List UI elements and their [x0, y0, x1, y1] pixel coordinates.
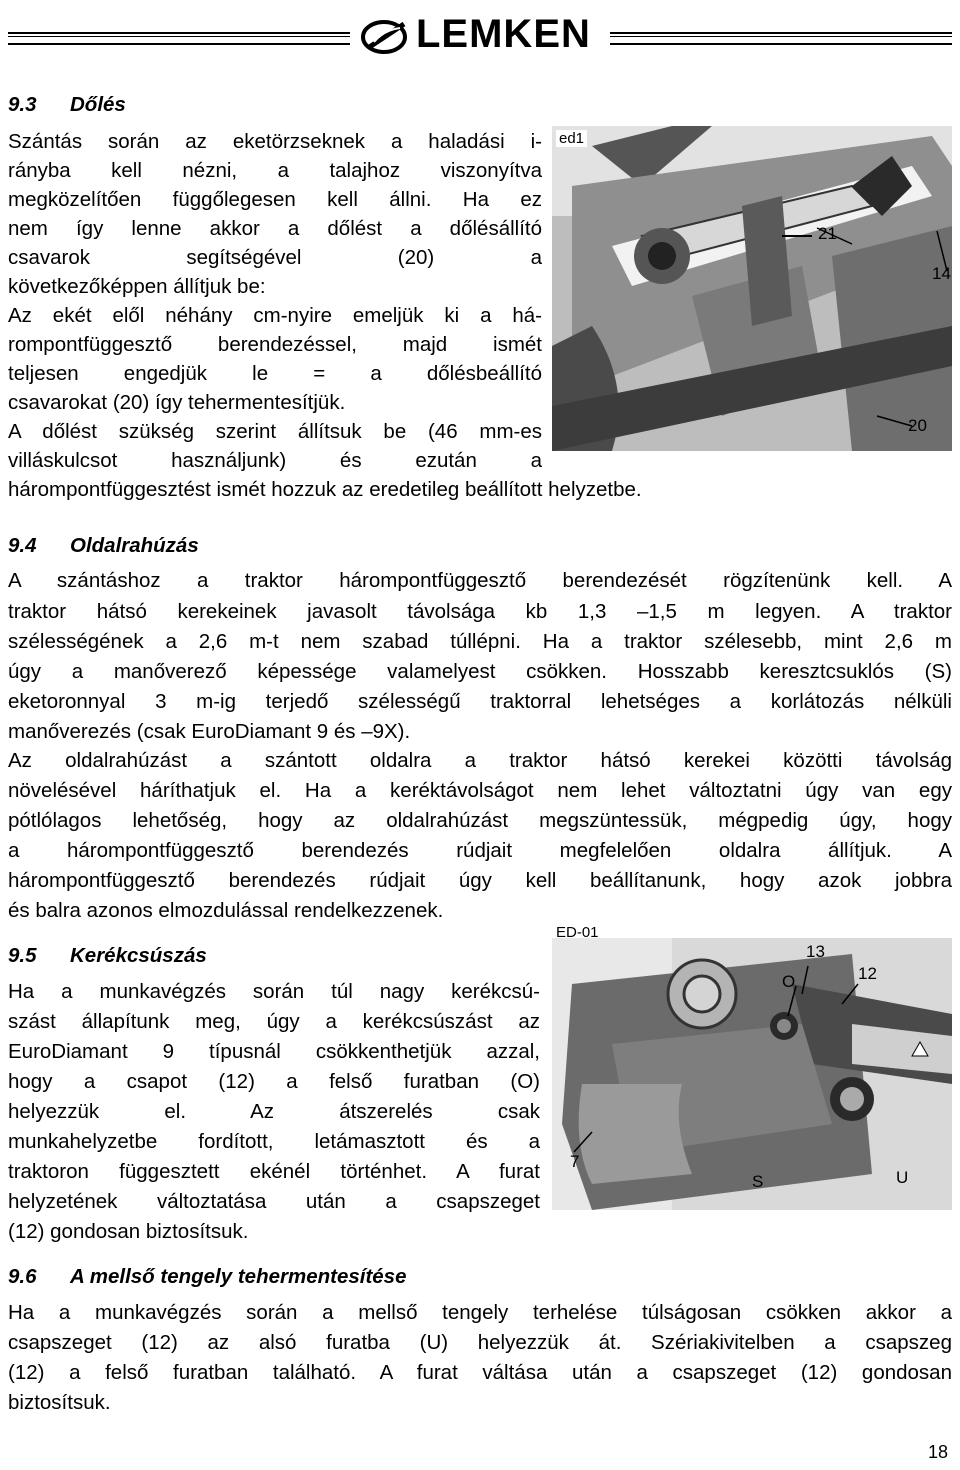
text-line: megközelítően függőlegesen kell állni. Ha ez — [8, 188, 542, 211]
page-number: 18 — [928, 1442, 949, 1462]
callout-7: 7 — [570, 1152, 580, 1171]
text-line: eketoronnyal 3 m-ig terjedő szélességű traktorral lehetséges a korlátozás nélküli — [8, 690, 952, 713]
text-line: Az ekét elől néhány cm-nyire emeljük ki a há- — [8, 304, 542, 327]
text-line: helyezzük el. Az átszerelés csak — [8, 1100, 540, 1123]
text-line: helyzetének változtatása után a csapszeget — [8, 1190, 540, 1213]
text-line: növelésével háríthatjuk el. Ha a keréktávolságot nem lehet változtatni úgy van egy — [8, 779, 952, 802]
lemken-logo-icon — [360, 18, 412, 56]
section-number: 9.6 — [8, 1265, 37, 1288]
text-line: teljesen engedjük le = a dőlésbeállító — [8, 362, 542, 385]
page-header — [0, 10, 960, 66]
text-line: villáskulcsot használjunk) és ezután a — [8, 449, 542, 472]
text-line: nem így lenne akkor a dőlést a dőlésállító — [8, 217, 542, 240]
lemken-logo — [360, 14, 605, 62]
callout-14: 14 — [932, 264, 951, 283]
callout-U: U — [896, 1168, 909, 1187]
text-line: A szántáshoz a traktor hárompontfüggesztő berendezését rögzítenünk kell. A — [8, 569, 952, 592]
section-number: 9.5 — [8, 944, 37, 967]
hitch-illustration — [552, 924, 952, 1210]
text-line: Szántás során az eketörzseknek a haladási i- — [8, 130, 542, 153]
text-line: és balra azonos elmozdulással rendelkezzenek. — [8, 899, 444, 922]
section-number: 9.4 — [8, 534, 37, 557]
text-line: rompontfüggesztő berendezéssel, majd ismét — [8, 333, 542, 356]
section-title: Kerékcsúszás — [70, 944, 207, 967]
text-line: úgy a manőverező képessége valamelyest csökken. Hosszabb keresztcsuklós (S) — [8, 660, 952, 683]
callout-20: 20 — [908, 416, 927, 435]
callout-O: O — [782, 972, 796, 991]
text-line: Ha a munkavégzés során a mellső tengely terhelése túlságosan csökken akkor a — [8, 1301, 952, 1324]
figure-plough-tilt-photo — [552, 126, 952, 451]
text-line: Ha a munkavégzés során túl nagy kerékcsú- — [8, 980, 540, 1003]
text-line: (12) a felső furatban található. A furat váltása után a csapszeget (12) gondosan — [8, 1361, 952, 1384]
header-rule-left — [8, 32, 350, 45]
figure-label: ED-01 — [556, 924, 599, 941]
text-line: biztosítsuk. — [8, 1391, 111, 1414]
text-line: traktoron függesztett ekénél történhet. A furat — [8, 1160, 540, 1183]
header-rule-right — [610, 32, 952, 45]
text-line: munkahelyzetbe fordított, letámasztott és a — [8, 1130, 540, 1153]
text-line: következőképpen állítjuk be: — [8, 275, 266, 298]
text-line: Az oldalrahúzást a szántott oldalra a traktor hátsó kerekei közötti távolság — [8, 749, 952, 772]
figure-hitch-photo — [552, 924, 952, 1210]
text-line: a hárompontfüggesztő berendezés rúdjait megfelelően oldalra állítjuk. A — [8, 839, 952, 862]
text-line: manőverezés (csak EuroDiamant 9 és –9X). — [8, 720, 411, 743]
text-line: rányba kell nézni, a talajhoz viszonyítva — [8, 159, 542, 182]
section-heading-9-6 — [8, 1265, 406, 1289]
text-line: csavarok segítségével (20) a — [8, 246, 542, 269]
callout-13: 13 — [806, 942, 825, 961]
text-line: csavarokat (20) így tehermentesítjük. — [8, 391, 346, 414]
section-heading-9-5 — [8, 944, 207, 968]
text-line: hárompontfüggesztést ismét hozzuk az eredetileg beállított helyzetbe. — [8, 478, 642, 501]
text-line: A dőlést szükség szerint állítsuk be (46 mm-es — [8, 420, 542, 443]
callout-21: 21 — [818, 224, 837, 243]
text-line: hárompontfüggesztő berendezés rúdjait úgy kell beállítanunk, hogy azok jobbra — [8, 869, 952, 892]
callout-S: S — [752, 1172, 764, 1191]
section-number: 9.3 — [8, 93, 37, 116]
text-line: (12) gondosan biztosítsuk. — [8, 1220, 249, 1243]
plough-tilt-illustration — [552, 126, 952, 451]
text-line: EuroDiamant 9 típusnál csökkenthetjük azzal, — [8, 1040, 540, 1063]
figure-label: ed1 — [556, 130, 587, 147]
text-line: hogy a csapot (12) a felső furatban (O) — [8, 1070, 540, 1093]
callout-12: 12 — [858, 964, 877, 983]
text-line: csapszeget (12) az alsó furatba (U) helyezzük át. Szériakivitelben a csapszeg — [8, 1331, 952, 1354]
text-line: szélességének a 2,6 m-t nem szabad túllépni. Ha a traktor szélesebb, mint 2,6 m — [8, 630, 952, 653]
section-title: A mellső tengely tehermentesítése — [70, 1265, 407, 1288]
text-line: szást állapítunk meg, úgy a kerékcsúszást az — [8, 1010, 540, 1033]
section-heading-9-3 — [8, 93, 126, 117]
text-line: traktor hátsó kerekeinek javasolt távolsága kb 1,3 –1,5 m legyen. A traktor — [8, 600, 952, 623]
brand-name: LEMKEN — [416, 12, 591, 56]
section-title: Oldalrahúzás — [70, 534, 199, 557]
text-line: pótlólagos lehetőség, hogy az oldalrahúzást megszüntessük, mégpedig úgy, hogy — [8, 809, 952, 832]
section-heading-9-4 — [8, 534, 199, 558]
section-title: Dőlés — [70, 93, 126, 116]
